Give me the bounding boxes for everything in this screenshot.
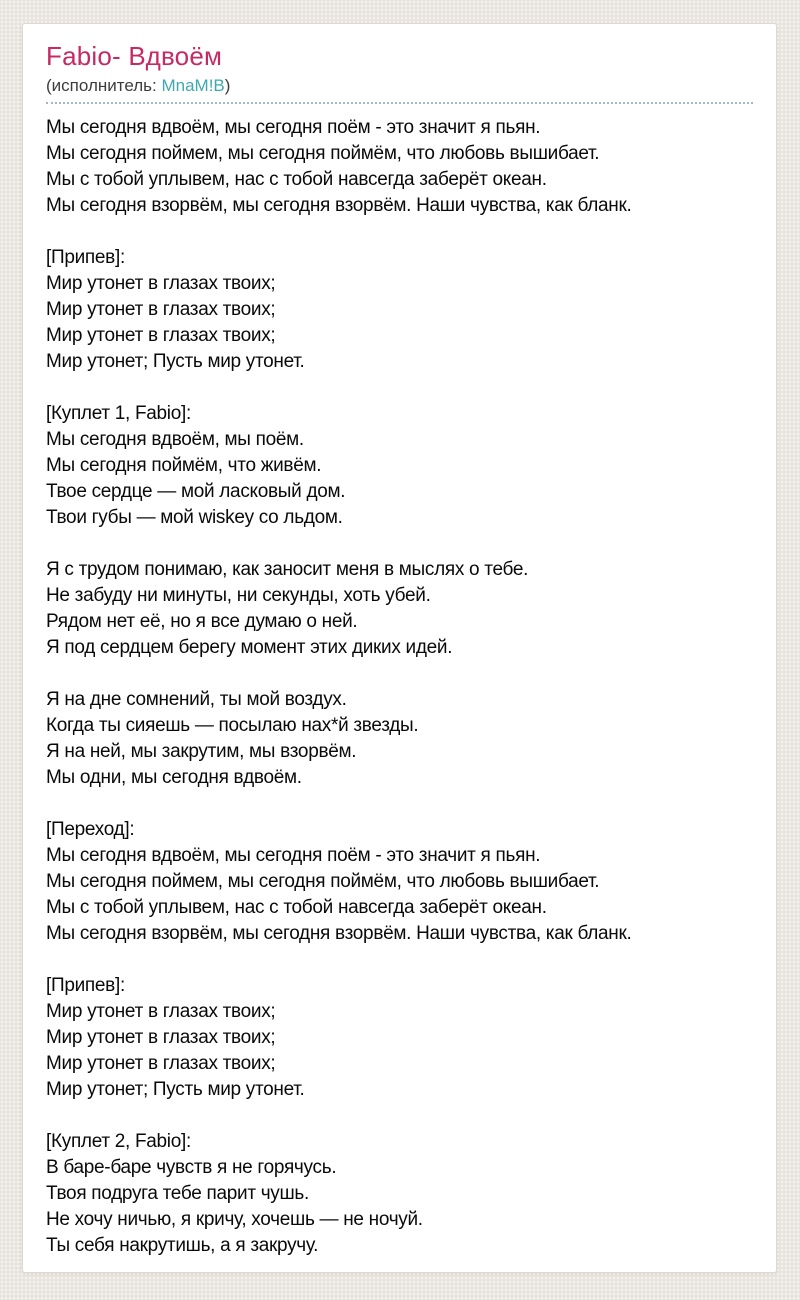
dotted-divider: [46, 102, 753, 104]
lyrics-stanza: Я с трудом понимаю, как заносит меня в мыслях о тебе. Не забуду ни минуты, ни секунды, хоть убей. Рядом нет её, но я все думаю о ней. Я под сердцем берегу момент этих диких идей.: [46, 559, 529, 658]
lyrics-stanza: [Припев]: Мир утонет в глазах твоих; Мир утонет в глазах твоих; Мир утонет в глазах твоих; Мир утонет; Пусть мир утонет.: [46, 247, 305, 372]
lyrics-stanza: Я на дне сомнений, ты мой воздух. Когда ты сияешь — посылаю нах*й звезды. Я на ней, мы закрутим, мы взорвём. Мы одни, мы сегодня вдвоём.: [46, 689, 419, 788]
artist-link[interactable]: MnaM!B: [161, 76, 225, 95]
lyrics-stanza: Мы сегодня вдвоём, мы сегодня поём - это значит я пьян. Мы сегодня поймем, мы сегодня поймём, что любовь вышибает. Мы с тобой уплывем, нас с тобой навсегда заберёт океан. Мы сегодня взорвём, мы сегодня взорвём. Наши чувства, как бланк.: [46, 117, 632, 216]
lyrics-text: [46, 115, 753, 1259]
lyrics-stanza: [Куплет 2, Fabio]: В баре-баре чувств я не горячусь. Твоя подруга тебе парит чушь. Не хочу ничью, я кричу, хочешь — не ночуй. Ты себя накрутишь, а я закручу.: [46, 1131, 423, 1256]
lyrics-stanza: [Куплет 1, Fabio]: Мы сегодня вдвоём, мы поём. Мы сегодня поймём, что живём. Твое сердце — мой ласковый дом. Твои губы — мой wiskey со льдом.: [46, 403, 346, 528]
lyrics-stanza: [Переход]: Мы сегодня вдвоём, мы сегодня поём - это значит я пьян. Мы сегодня поймем, мы сегодня поймём, что любовь вышибает. Мы с тобой уплывем, нас с тобой навсегда заберёт океан. Мы сегодня взорвём, мы сегодня взорвём. Наши чувства, как бланк.: [46, 819, 632, 944]
lyrics-stanza: [Припев]: Мир утонет в глазах твоих; Мир утонет в глазах твоих; Мир утонет в глазах твоих; Мир утонет; Пусть мир утонет.: [46, 975, 305, 1100]
artist-label-open: (исполнитель:: [46, 76, 162, 95]
artist-line: [46, 75, 753, 97]
card-content: [23, 24, 776, 1259]
artist-label-close: ): [224, 76, 231, 95]
lyrics-card: [22, 23, 777, 1273]
song-title: Fabio- Вдвоём: [46, 41, 223, 71]
